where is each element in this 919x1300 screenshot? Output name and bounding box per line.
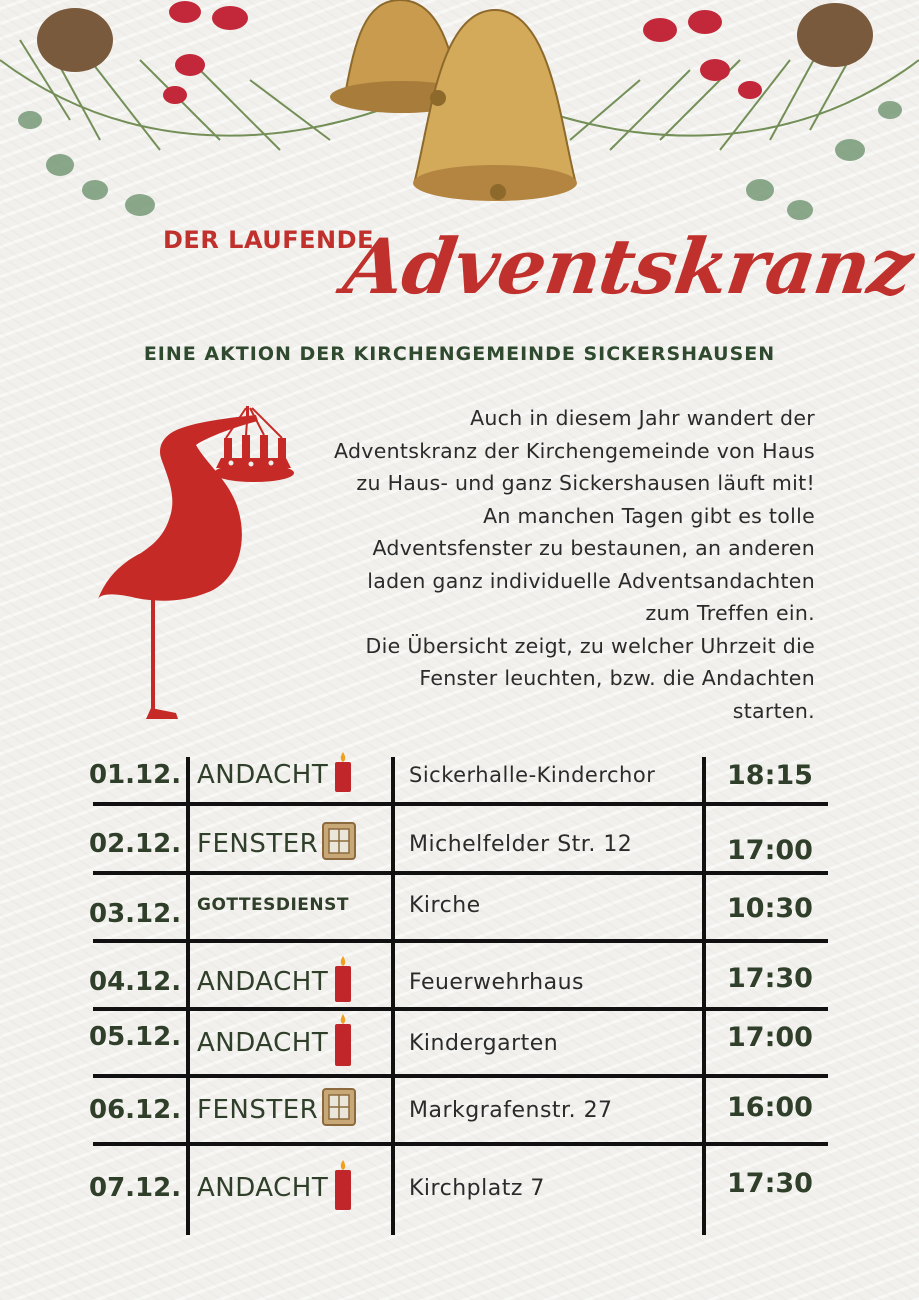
row-type-label: FENSTER bbox=[197, 829, 319, 859]
row-type bbox=[195, 1077, 392, 1143]
intro-line: An manchen Tagen gibt es tolle bbox=[483, 503, 815, 528]
row-time: 17:30 bbox=[727, 1167, 813, 1199]
intro-line: Auch in diesem Jahr wandert der bbox=[470, 406, 815, 430]
row-type bbox=[195, 742, 392, 808]
title-small: DER LAUFENDE bbox=[163, 226, 374, 254]
schedule-row bbox=[85, 1077, 830, 1143]
row-time: 10:30 bbox=[727, 892, 813, 924]
row-type bbox=[195, 1155, 392, 1221]
intro-text bbox=[255, 402, 815, 727]
row-type bbox=[195, 949, 392, 1015]
title-script: Adventskranz bbox=[338, 222, 918, 311]
row-time: 18:15 bbox=[727, 759, 813, 791]
candle-icon bbox=[332, 1014, 354, 1073]
row-date: 07.12. bbox=[89, 1173, 182, 1203]
row-place: Kirchplatz 7 bbox=[409, 1175, 545, 1201]
row-time: 16:00 bbox=[727, 1091, 813, 1123]
intro-line: laden ganz individuelle Adventsandachten bbox=[367, 568, 815, 593]
row-type bbox=[195, 872, 392, 938]
schedule-table bbox=[85, 745, 845, 1245]
schedule-row bbox=[85, 1155, 830, 1221]
row-place: Markgrafenstr. 27 bbox=[409, 1097, 613, 1123]
candle-icon bbox=[332, 956, 354, 1009]
window-icon bbox=[322, 1088, 356, 1133]
schedule-row bbox=[85, 811, 830, 877]
row-date: 04.12. bbox=[89, 967, 182, 997]
row-date: 03.12. bbox=[89, 899, 182, 929]
row-type-label: ANDACHT bbox=[197, 760, 329, 790]
intro-line: starten. bbox=[732, 698, 815, 723]
row-type-label: ANDACHT bbox=[197, 1028, 329, 1058]
intro-line: Die Übersicht zeigt, zu welcher Uhrzeit die bbox=[365, 633, 815, 658]
intro-line: zu Haus- und ganz Sickershausen läuft mit! bbox=[356, 471, 815, 495]
schedule-row bbox=[85, 1010, 830, 1076]
row-date: 02.12. bbox=[89, 829, 182, 859]
row-type bbox=[195, 1010, 392, 1076]
intro-line: zum Treffen ein. bbox=[645, 601, 815, 625]
row-place: Sickerhalle-Kinderchor bbox=[409, 763, 656, 787]
intro-line: Fenster leuchten, bzw. die Andachten bbox=[419, 666, 815, 690]
row-type bbox=[195, 811, 392, 877]
candle-icon bbox=[332, 1160, 354, 1217]
schedule-row bbox=[85, 742, 830, 808]
row-place: Feuerwehrhaus bbox=[409, 969, 584, 995]
row-type-label: FENSTER bbox=[197, 1095, 319, 1125]
schedule-row bbox=[85, 875, 830, 941]
row-place: Kindergarten bbox=[409, 1030, 559, 1056]
intro-line: Adventskranz der Kirchengemeinde von Haus bbox=[334, 438, 815, 463]
row-type-label: ANDACHT bbox=[197, 967, 329, 997]
row-type-label: GOTTESDIENST bbox=[197, 895, 349, 915]
row-type-label: ANDACHT bbox=[197, 1173, 329, 1203]
candle-icon bbox=[332, 752, 354, 799]
row-date: 06.12. bbox=[89, 1095, 182, 1125]
row-date: 05.12. bbox=[89, 1022, 182, 1052]
window-icon bbox=[322, 822, 356, 867]
row-time: 17:30 bbox=[727, 962, 813, 994]
subtitle: EINE AKTION DER KIRCHENGEMEINDE SICKERSHAUSEN bbox=[143, 343, 776, 365]
row-date: 01.12. bbox=[89, 760, 182, 790]
row-place: Michelfelder Str. 12 bbox=[409, 831, 633, 857]
row-time: 17:00 bbox=[727, 1021, 813, 1053]
christmas-garland-illustration bbox=[0, 0, 919, 240]
row-time: 17:00 bbox=[727, 834, 813, 866]
schedule-row bbox=[85, 945, 830, 1011]
intro-line: Adventsfenster zu bestaunen, an anderen bbox=[372, 536, 815, 560]
row-place: Kirche bbox=[409, 892, 481, 918]
